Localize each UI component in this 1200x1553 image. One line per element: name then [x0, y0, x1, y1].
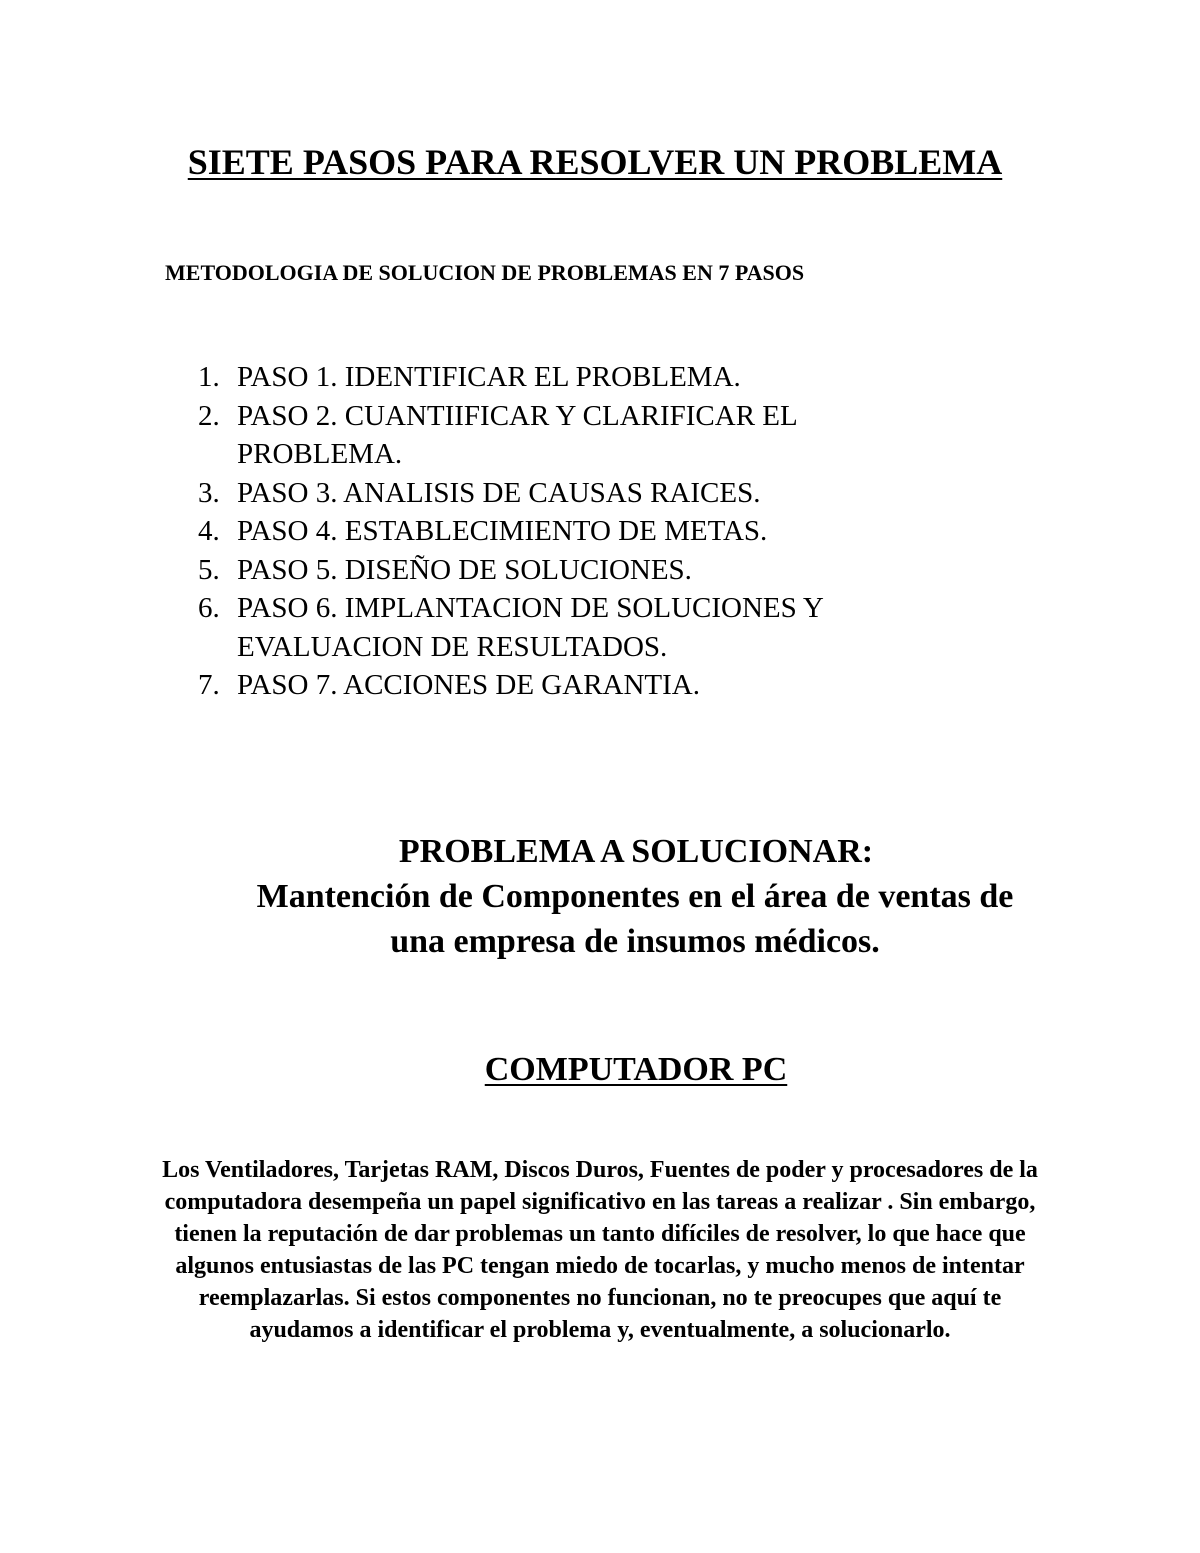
- step-number: 4.: [198, 515, 220, 547]
- step-text: PASO 5. DISEÑO DE SOLUCIONES.: [237, 553, 692, 586]
- step-number: 5.: [198, 553, 220, 586]
- step-number: 2.: [198, 399, 220, 432]
- step-text: PASO 7. ACCIONES DE GARANTIA.: [237, 669, 700, 701]
- step-text: PASO 2. CUANTIIFICAR Y CLARIFICAR EL PROBLEMA.: [237, 399, 797, 470]
- document-subtitle: METODOLOGIA DE SOLUCION DE PROBLEMAS EN 7 PASOS: [165, 260, 805, 285]
- step-number: 6.: [198, 592, 220, 624]
- problem-heading: PROBLEMA A SOLUCIONAR:: [398, 833, 874, 870]
- list-item: [198, 551, 958, 590]
- list-item: [198, 397, 958, 474]
- step-number: 7.: [198, 669, 220, 701]
- steps-list: [198, 358, 958, 705]
- step-text: PASO 1. IDENTIFICAR EL PROBLEMA.: [237, 361, 741, 393]
- list-item: [198, 666, 958, 705]
- body-paragraph: Los Ventiladores, Tarjetas RAM, Discos Duros, Fuentes de poder y procesadores de la computadora desempeña un papel significativo en las tareas a realizar . Sin embargo, tienen la reputación de dar problemas un tanto difíciles de resolver, lo que hace que algunos entusiastas de las PC tengan miedo de tocarlas, y mucho menos de intentar reemplazarlas. Si estos componentes no funcionan, no te preocupes que aquí te ayudamos a identificar el problema y, eventualmente, a solucionarlo.: [162, 1157, 1038, 1343]
- list-item: [198, 474, 958, 513]
- document-title: SIETE PASOS PARA RESOLVER UN PROBLEMA: [187, 142, 1003, 182]
- step-text: PASO 3. ANALISIS DE CAUSAS RAICES.: [237, 476, 761, 509]
- section-heading: COMPUTADOR PC: [484, 1051, 788, 1088]
- list-item: [198, 512, 958, 551]
- problem-description: Mantención de Componentes en el área de ventas de una empresa de insumos médicos.: [256, 878, 1014, 960]
- step-text: PASO 4. ESTABLECIMIENTO DE METAS.: [237, 515, 768, 547]
- step-number: 1.: [198, 361, 220, 393]
- list-item: [198, 589, 958, 666]
- list-item: [198, 358, 958, 397]
- step-text: PASO 6. IMPLANTACION DE SOLUCIONES Y EVALUACION DE RESULTADOS.: [237, 592, 823, 663]
- step-number: 3.: [198, 476, 220, 509]
